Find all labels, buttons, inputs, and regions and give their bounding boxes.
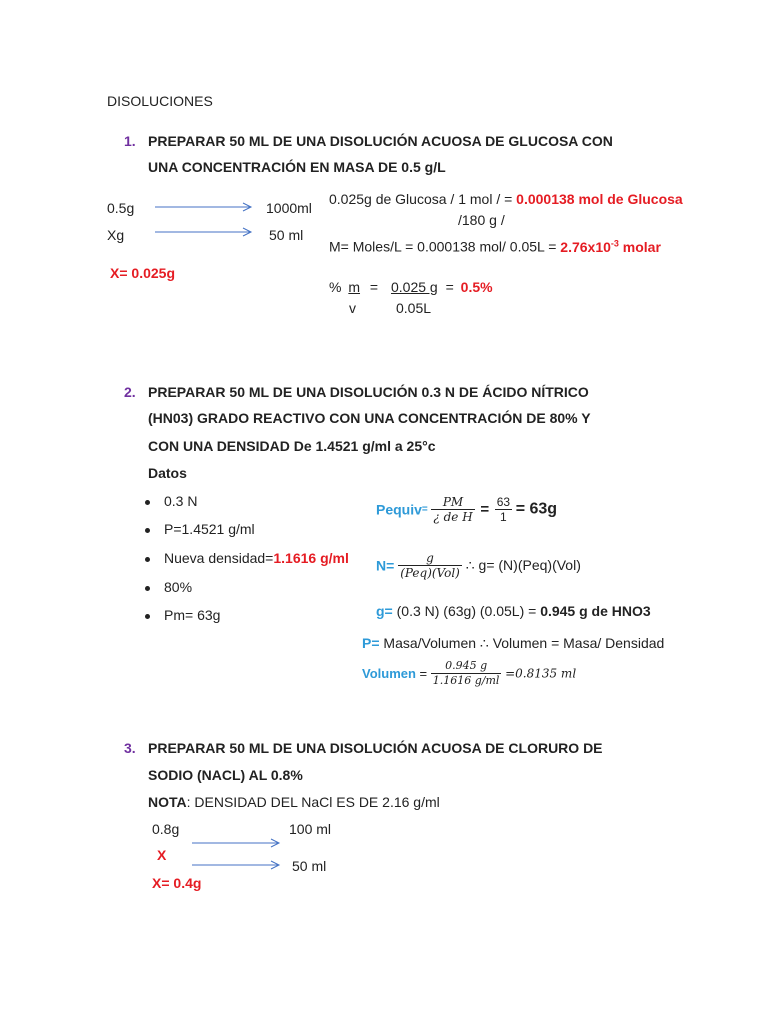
rule-of-three-b-right: 50 ml <box>269 227 304 243</box>
list-item: Pm= 63g <box>145 607 220 623</box>
page-title: DISOLUCIONES <box>107 93 213 109</box>
section-2-heading-line1: PREPARAR 50 ML DE UNA DISOLUCIÓN 0.3 N DE ÁCIDO NÍTRICO <box>148 384 589 400</box>
section-2-heading-line3: CON UNA DENSIDAD De 1.4521 g/ml a 25°c <box>148 438 436 454</box>
unknown-x: X <box>157 847 167 863</box>
volume-calc: Volumen = $\frac{0.945 g}{1.1616 g/ml}$ =0.8135 ml <box>362 659 577 687</box>
rule-arrow-icon <box>155 201 255 213</box>
section-3-number: 3. <box>124 740 136 756</box>
section-1-heading-line1: PREPARAR 50 ML DE UNA DISOLUCIÓN ACUOSA DE GLUCOSA CON <box>148 133 613 149</box>
density-relation: P= Masa/Volumen ∴ Volumen = Masa/ Densidad <box>362 635 665 651</box>
rule-of-three-a-right: 100 ml <box>289 821 332 837</box>
glucose-moles-calc-denominator: /180 g / <box>458 212 505 228</box>
rule-of-three-b-left: Xg <box>107 227 125 243</box>
section-1-heading-line2: UNA CONCENTRACIÓN EN MASA DE 0.5 g/L <box>148 159 446 175</box>
rule-of-three-a-right: 1000ml <box>266 200 312 216</box>
rule-arrow-icon <box>192 859 282 871</box>
nota: NOTA: DENSIDAD DEL NaCl ES DE 2.16 g/ml <box>148 794 440 810</box>
list-item: 0.3 N <box>145 493 197 509</box>
section-1-result: X= 0.025g <box>110 265 175 281</box>
percent-mv-calc: % m = 0.025 g = 0.5% <box>329 279 493 295</box>
list-item: P=1.4521 g/ml <box>145 521 255 537</box>
section-2-number: 2. <box>124 384 136 400</box>
datos-label: Datos <box>148 465 187 481</box>
rule-of-three-b-right: 50 ml <box>292 858 327 874</box>
section-1-number: 1. <box>124 133 136 149</box>
section-3-result: X= 0.4g <box>152 875 202 891</box>
rule-arrow-icon <box>155 226 255 238</box>
percent-den: 0.05L <box>396 300 432 316</box>
section-2-heading-line2: (HN03) GRADO REACTIVO CON UNA CONCENTRACIÓN DE 80% Y <box>148 410 591 426</box>
normality-formula: N= $\frac{g}{\text{(Peq)(Vol)}}$ ∴ g= (N)(Peq)(Vol) <box>376 551 581 580</box>
rule-arrow-icon <box>192 837 282 849</box>
grams-calc: g= (0.3 N) (63g) (0.05L) = 0.945 g de HNO3 <box>376 603 651 619</box>
percent-v: v <box>349 300 356 316</box>
molarity-calc: M= Moles/L = 0.000138 mol/ $0.05L = 2.76x10^{-3}$ molar <box>329 238 661 255</box>
list-item: 80% <box>145 579 192 595</box>
section-3-heading-line2: SODIO (NACL) AL 0.8% <box>148 767 303 783</box>
rule-of-three-a-left: 0.5g <box>107 200 135 216</box>
rule-of-three-a-left: 0.8g <box>152 821 180 837</box>
section-3-heading-line1: PREPARAR 50 ML DE UNA DISOLUCIÓN ACUOSA DE CLORURO DE <box>148 740 603 756</box>
glucose-moles-calc: 0.025g de Glucosa / 1 mol / = 0.000138 mol de Glucosa <box>329 191 683 207</box>
pequiv-formula: Pequiv= $\frac{PM}{\text{¿ de H}}$ = $\frac{63}{1}$ = 63g <box>376 495 558 524</box>
list-item: Nueva densidad=1.1616 g/ml <box>145 550 349 566</box>
